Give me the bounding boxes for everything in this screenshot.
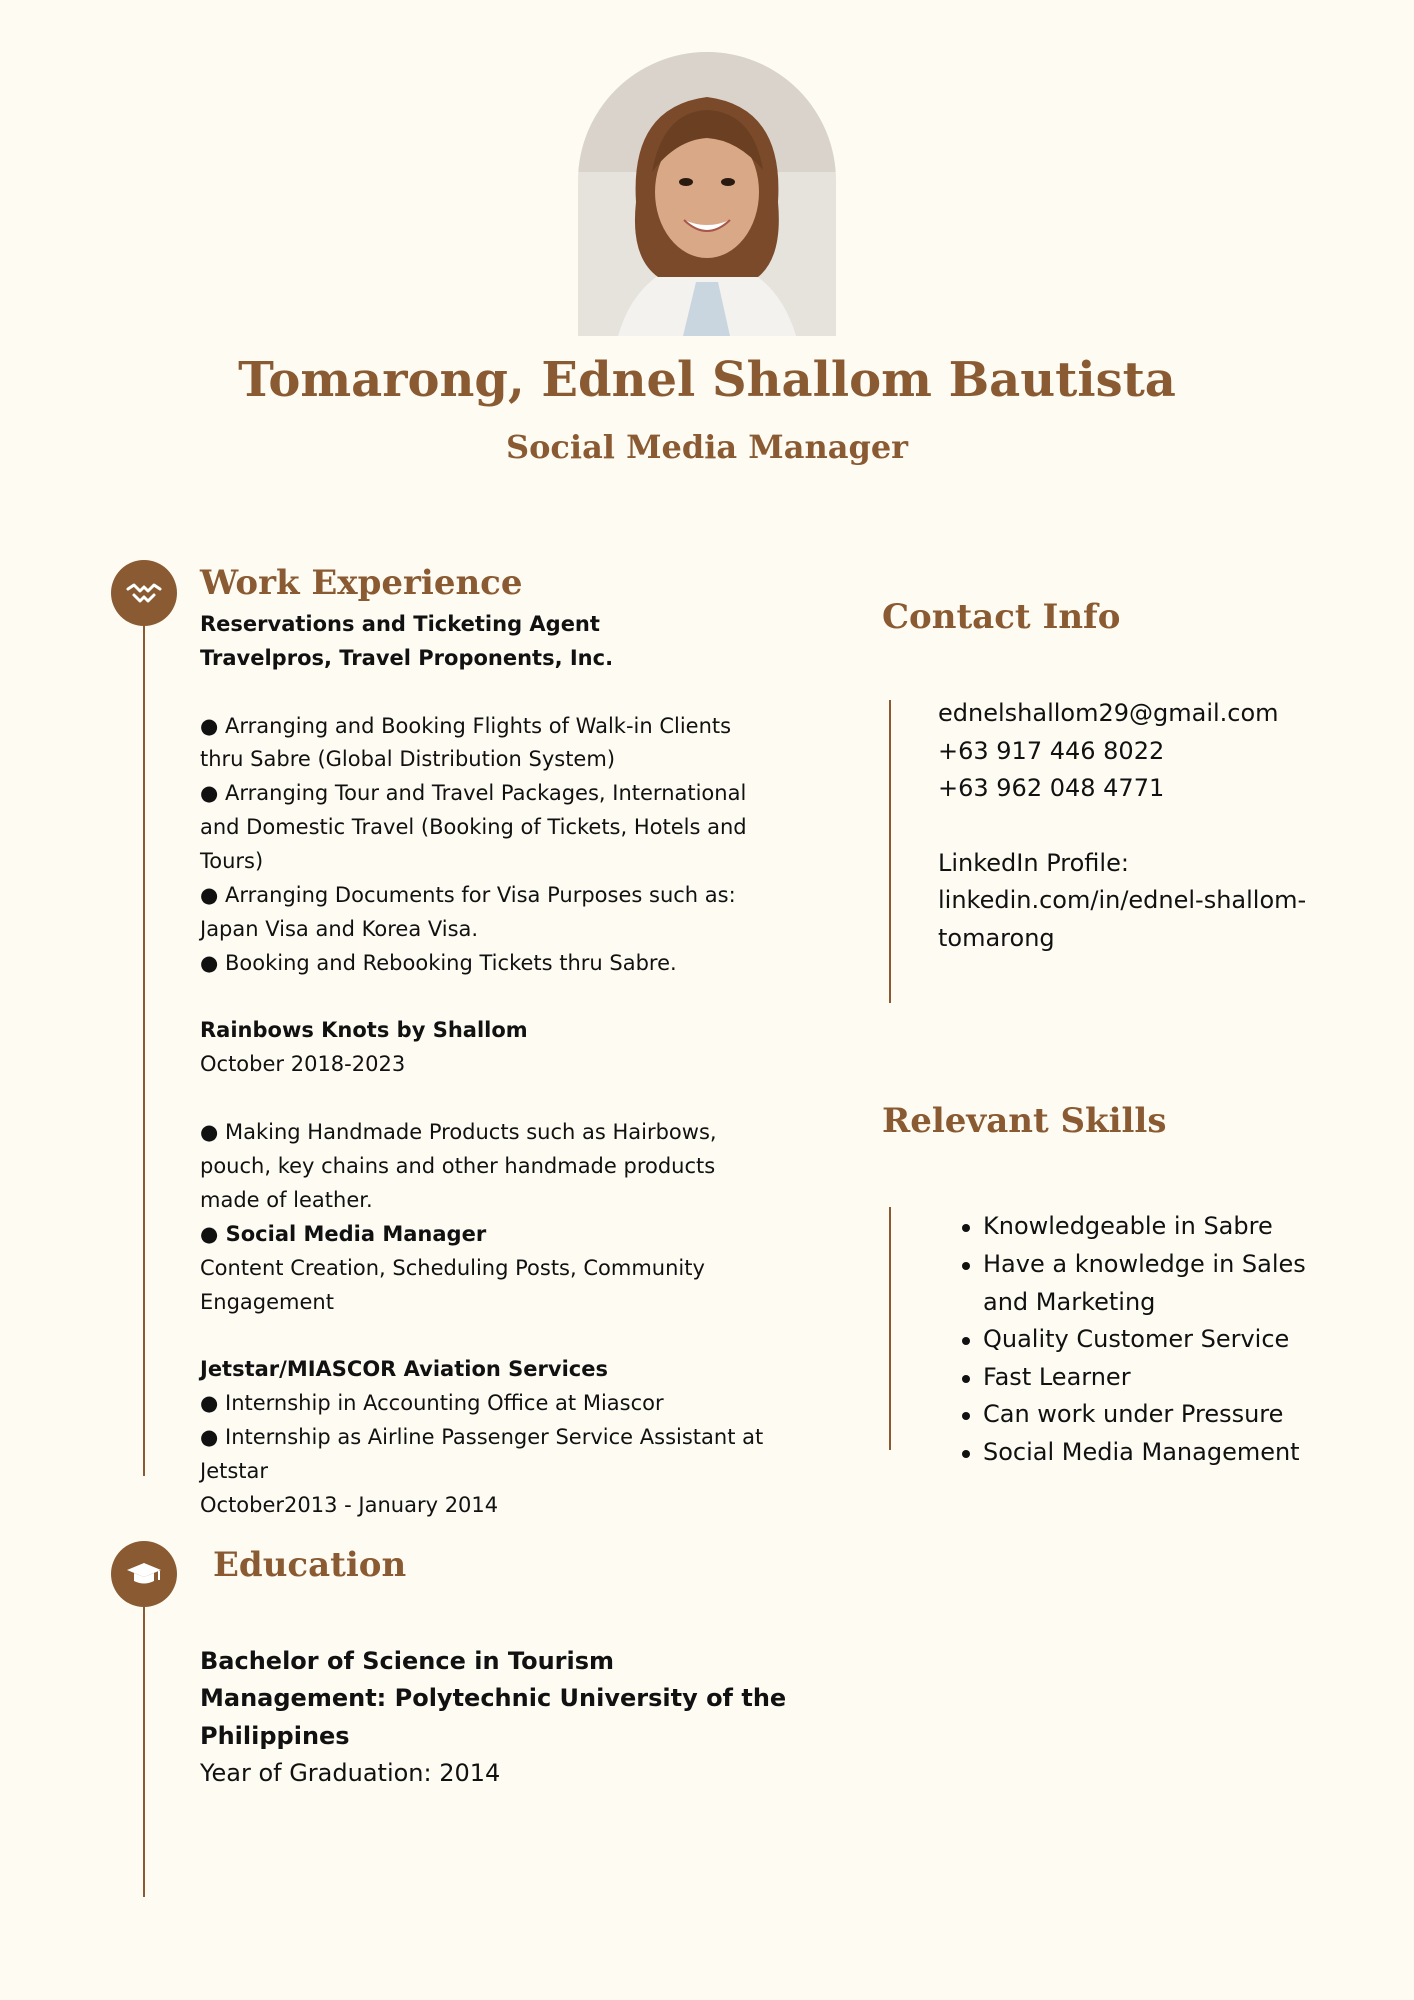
work-line: October2013 - January 2014	[200, 1493, 499, 1517]
work-line: made of leather.	[200, 1188, 373, 1212]
bullet-icon	[962, 1450, 970, 1458]
work-line: October 2018-2023	[200, 1052, 406, 1076]
candidate-name: Tomarong, Ednel Shallom Bautista	[238, 352, 1176, 408]
contact-info-heading: Contact Info	[882, 597, 1121, 637]
linkedin-url: linkedin.com/in/ednel-shallom-	[938, 886, 1307, 914]
work-line: Jetstar/MIASCOR Aviation Services	[200, 1357, 608, 1381]
bullet-icon	[962, 1412, 970, 1420]
skill-item	[983, 1212, 1273, 1240]
handshake-icon	[111, 560, 177, 626]
education-heading: Education	[213, 1545, 407, 1585]
skill-item	[983, 1363, 1131, 1391]
relevant-skills-heading: Relevant Skills	[882, 1101, 1167, 1141]
contact-divider	[889, 700, 891, 1003]
education-line: Year of Graduation: 2014	[200, 1759, 501, 1787]
job-title: Social Media Manager	[505, 428, 909, 466]
email-text: ednelshallom29@gmail.com	[938, 699, 1279, 727]
work-line: ● Arranging and Booking Flights of Walk-in Clients	[200, 714, 732, 738]
work-line: and Domestic Travel (Booking of Tickets, Hotels and	[200, 815, 747, 839]
skill-item	[983, 1250, 1306, 1278]
linkedin-label: LinkedIn Profile:	[938, 849, 1129, 877]
work-line: ● Arranging Documents for Visa Purposes such as:	[200, 883, 736, 907]
skill-label: Can work under Pressure	[983, 1400, 1284, 1428]
work-line: ● Social Media Manager	[200, 1222, 487, 1246]
work-line: pouch, key chains and other handmade products	[200, 1154, 716, 1178]
phone-1-text: +63 917 446 8022	[938, 737, 1165, 765]
education-line: Management: Polytechnic University of the	[200, 1684, 787, 1712]
skills-divider	[889, 1207, 891, 1450]
graduation-cap-icon	[111, 1541, 177, 1607]
skill-item	[983, 1438, 1300, 1466]
bullet-icon	[962, 1224, 970, 1232]
skill-label: Have a knowledge in Sales	[983, 1250, 1306, 1278]
work-line: Travelpros, Travel Proponents, Inc.	[200, 646, 614, 670]
work-line: ● Arranging Tour and Travel Packages, International	[200, 781, 747, 805]
profile-photo	[578, 52, 836, 336]
work-line: Rainbows Knots by Shallom	[200, 1018, 528, 1042]
linkedin-url-cont: tomarong	[938, 924, 1055, 952]
work-experience-heading: Work Experience	[200, 563, 523, 603]
work-line: Engagement	[200, 1290, 334, 1314]
bullet-icon	[962, 1375, 970, 1383]
education-line: Philippines	[200, 1722, 350, 1750]
work-line: Content Creation, Scheduling Posts, Community	[200, 1256, 705, 1280]
work-line: Jetstar	[200, 1459, 269, 1483]
skill-label: Knowledgeable in Sabre	[983, 1212, 1273, 1240]
work-line: ● Internship in Accounting Office at Miascor	[200, 1391, 664, 1415]
skill-label: Fast Learner	[983, 1363, 1131, 1391]
bullet-icon	[962, 1337, 970, 1345]
skill-label: Social Media Management	[983, 1438, 1300, 1466]
bullet-icon	[962, 1262, 970, 1270]
skill-item	[983, 1400, 1283, 1428]
work-line: Tours)	[200, 849, 264, 873]
work-line: Reservations and Ticketing Agent	[200, 612, 600, 636]
skill-item	[983, 1325, 1289, 1353]
work-line: ● Booking and Rebooking Tickets thru Sabre.	[200, 951, 677, 975]
skill-item-continuation: and Marketing	[983, 1288, 1156, 1316]
work-timeline-line	[143, 626, 145, 1476]
skill-label: Quality Customer Service	[983, 1325, 1290, 1353]
work-line: ● Internship as Airline Passenger Service Assistant at	[200, 1425, 764, 1449]
phone-2-text: +63 962 048 4771	[938, 774, 1165, 802]
work-line: Japan Visa and Korea Visa.	[200, 917, 479, 941]
education-line: Bachelor of Science in Tourism	[200, 1647, 615, 1675]
education-timeline-line	[143, 1607, 145, 1897]
work-line: thru Sabre (Global Distribution System)	[200, 747, 616, 771]
work-line: ● Making Handmade Products such as Hairbows,	[200, 1120, 717, 1144]
